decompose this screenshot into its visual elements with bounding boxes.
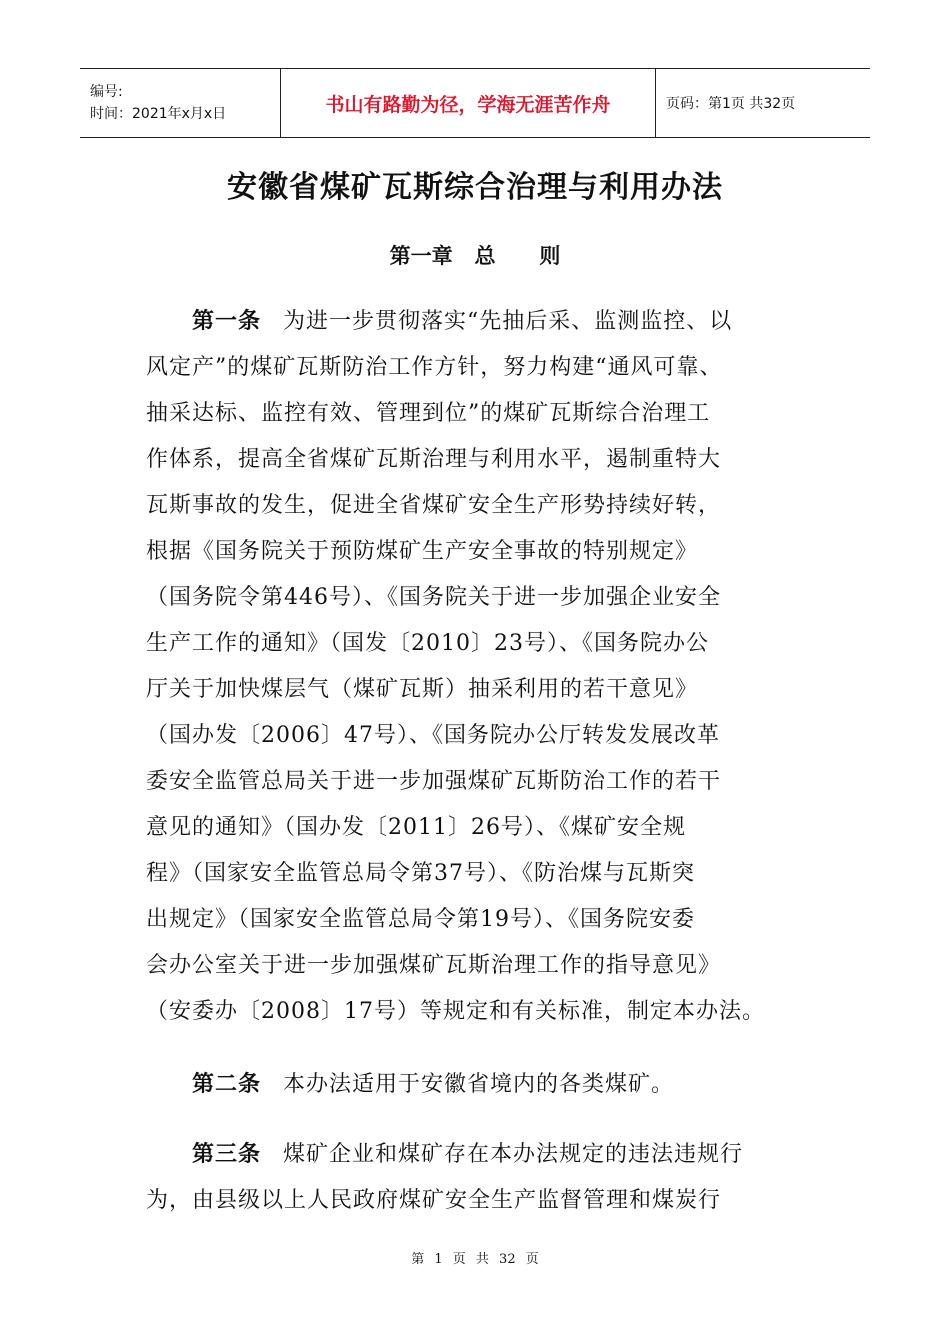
article-text-line: 厅关于加快煤层气（煤矿瓦斯）抽采利用的若干意见》 — [146, 677, 699, 702]
article-text-line: 生产工作的通知》（国发〔2010〕23号）、《国务院办公 — [146, 631, 709, 656]
header-motto — [281, 69, 656, 137]
article-text-line: 意见的通知》（国办发〔2011〕26号）、《煤矿安全规 — [146, 815, 686, 840]
document-number-label: 编号: — [90, 84, 123, 100]
article-text-line: 风定产”的煤矿瓦斯防治工作方针，努力构建“通风可靠、 — [146, 355, 723, 380]
motto-text: 书山有路勤为径，学海无涯苦作舟 — [325, 93, 611, 116]
article-3 — [146, 1132, 814, 1224]
article-text-line: 出规定》（国家安全监管总局令第19号）、《国务院安委 — [146, 907, 695, 932]
article-text-line: 为进一步贯彻落实“先抽后采、监测监控、以 — [283, 309, 733, 334]
article-text-line: （安委办〔2008〕17号）等规定和有关标准，制定本办法。 — [146, 999, 765, 1024]
article-text-line: 瓦斯事故的发生，促进全省煤矿安全生产形势持续好转， — [146, 493, 722, 518]
article-text-line: 作体系，提高全省煤矿瓦斯治理与利用水平，遏制重特大 — [146, 447, 722, 472]
header-page-info — [656, 69, 870, 137]
article-text-line: （国办发〔2006〕47号）、《国务院办公厅转发发展改革 — [146, 723, 720, 748]
document-header — [80, 68, 870, 138]
document-title: 安徽省煤矿瓦斯综合治理与利用办法 — [227, 170, 723, 205]
header-meta — [80, 69, 281, 137]
article-number: 第一条 — [192, 309, 262, 334]
page-footer: 第 1 页 共 32 页 — [411, 1252, 539, 1267]
article-2 — [146, 1062, 814, 1108]
article-1 — [146, 299, 814, 1035]
document-time-label: 时间：2021年x月x日 — [90, 106, 227, 122]
article-text-line: 煤矿企业和煤矿存在本办法规定的违法违规行 — [283, 1142, 744, 1167]
page-info-text: 页码：第1页 共32页 — [666, 96, 796, 112]
article-text-line: 程》（国家安全监管总局令第37号）、《防治煤与瓦斯突 — [146, 861, 695, 886]
article-number: 第二条 — [192, 1072, 262, 1097]
article-text-line: 会办公室关于进一步加强煤矿瓦斯治理工作的指导意见》 — [146, 953, 722, 978]
article-number: 第三条 — [192, 1142, 262, 1167]
article-text-line: 委安全监管总局关于进一步加强煤矿瓦斯防治工作的若干 — [146, 769, 722, 794]
chapter-heading: 第一章 总 则 — [389, 244, 561, 268]
article-text-line: （国务院令第446号）、《国务院关于进一步加强企业安全 — [146, 585, 721, 610]
article-text-line: 根据《国务院关于预防煤矿生产安全事故的特别规定》 — [146, 539, 699, 564]
article-text-line: 为，由县级以上人民政府煤矿安全生产监督管理和煤炭行 — [146, 1188, 722, 1213]
article-text-line: 抽采达标、监控有效、管理到位”的煤矿瓦斯综合治理工 — [146, 401, 711, 426]
article-text-line: 本办法适用于安徽省境内的各类煤矿。 — [283, 1072, 675, 1097]
